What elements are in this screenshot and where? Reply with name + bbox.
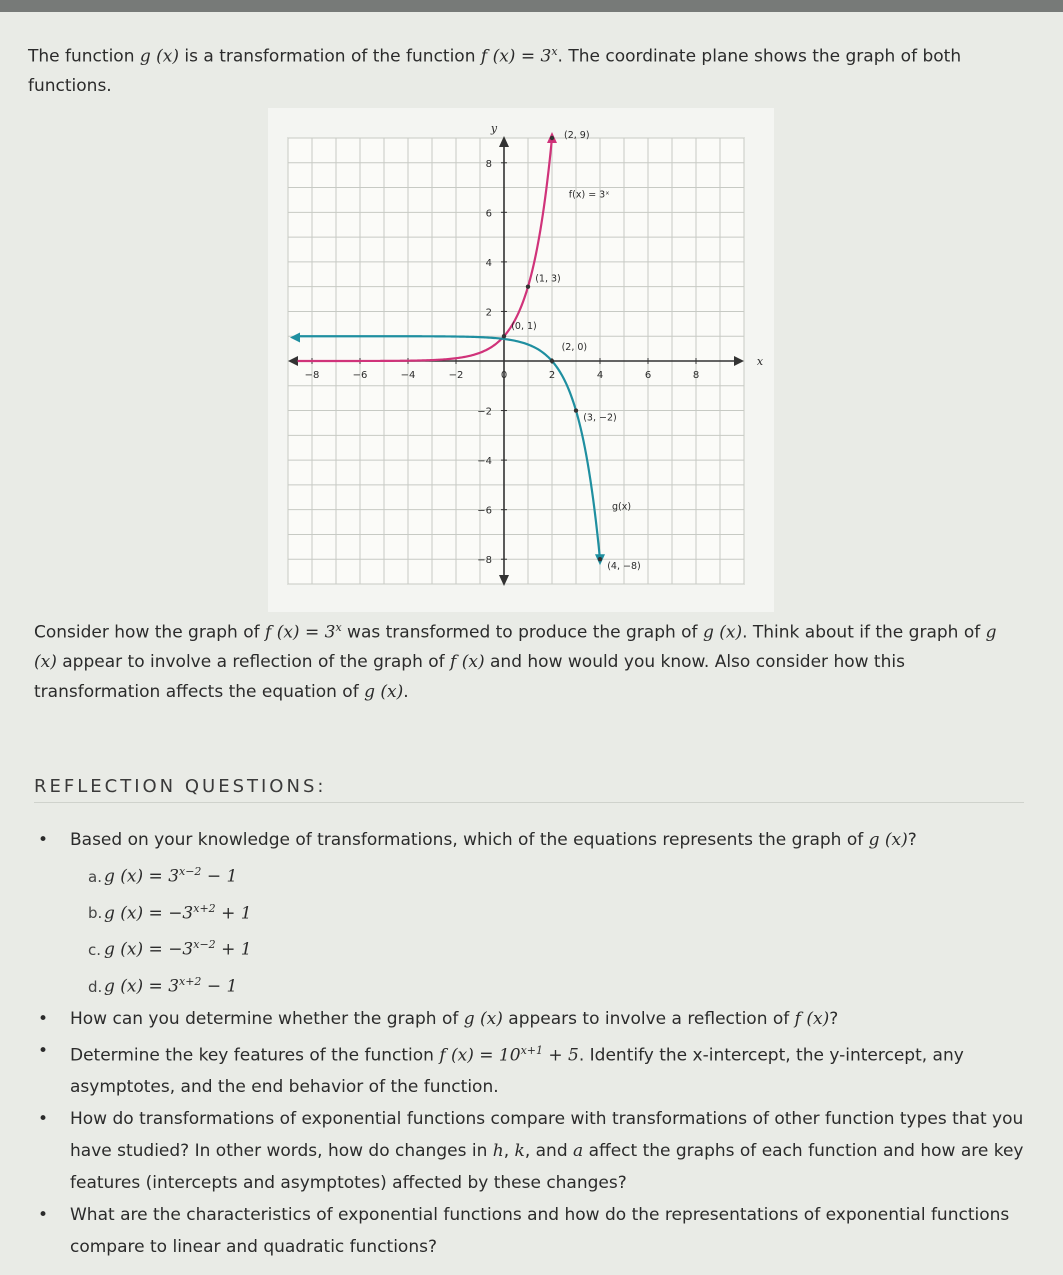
y-tick-label: 4 — [485, 257, 492, 269]
point-marker — [550, 136, 554, 140]
question-4-h: h — [492, 1141, 504, 1162]
choice-a[interactable] — [88, 856, 1044, 893]
consider-g-of-x: g (x) — [702, 622, 743, 643]
intro-f-of-x: f (x) = 3 — [480, 46, 552, 67]
x-tick-label: 8 — [692, 370, 700, 381]
consider-text-2: was transformed to produce the graph of — [341, 622, 703, 643]
intro-g-of-x: g (x) — [139, 46, 180, 67]
question-5 — [34, 1199, 1044, 1263]
question-3-constant: + 5 — [542, 1045, 579, 1066]
choice-exponent: x+2 — [193, 901, 216, 915]
point-label: (1, 3) — [535, 273, 561, 285]
top-edge-bar — [0, 0, 1063, 12]
x-axis-label: x — [756, 355, 764, 368]
question-1-text: Based on your knowledge of transformations, which of the equations represents the graph of — [70, 830, 869, 850]
series-label: g(x) — [612, 501, 632, 513]
point-label: (4, −8) — [607, 561, 641, 573]
consider-f-exponent: x — [335, 621, 342, 634]
question-1-end: ? — [907, 830, 917, 850]
coordinate-plane — [268, 108, 774, 612]
x-tick-label: −6 — [352, 370, 368, 381]
consider-f-of-x: f (x) = 3 — [265, 622, 336, 643]
x-tick-label: 2 — [548, 370, 556, 381]
question-4-separator-1: , — [503, 1141, 515, 1162]
consider-text-5: and how would you know. Also consider how this transformation affects the equation of — [34, 652, 905, 703]
intro-text-1: The function — [28, 46, 140, 67]
question-4-separator-2: , and — [524, 1141, 574, 1162]
graph-svg — [268, 108, 774, 612]
point-label: (2, 9) — [564, 130, 590, 141]
consider-text-6: . — [403, 682, 409, 703]
y-tick-label: 2 — [485, 307, 492, 319]
question-4-text-2: affect the graphs of each function and how are key features (intercepts and asymptotes) affected by these changes? — [70, 1141, 1024, 1194]
consider-f-of-x-2: f (x) — [450, 652, 485, 673]
y-tick-label: 6 — [485, 208, 492, 220]
question-3-text-2: . Identify the x-intercept, the y-intercept, any asymptotes, and the end behavior of the function. — [70, 1045, 964, 1098]
point-marker — [502, 334, 506, 338]
question-5-text: What are the characteristics of exponential functions and how do the representations of exponential functions compare to linear and quadratic functions? — [70, 1205, 1010, 1258]
choice-letter: a. — [88, 867, 102, 886]
question-2-text-2: appears to involve a reflection of — [502, 1008, 795, 1029]
question-2-f-of-x: f (x) — [794, 1008, 830, 1029]
consider-g-of-x-3: g (x) — [364, 682, 404, 703]
choice-constant: + 1 — [215, 939, 252, 960]
choice-letter: c. — [88, 940, 102, 959]
x-tick-label: −8 — [304, 370, 320, 381]
choice-b[interactable] — [88, 893, 1044, 930]
y-axis-label: y — [490, 122, 498, 135]
x-tick-label: 6 — [644, 370, 652, 381]
choice-equation: g (x) = 3 — [104, 866, 180, 887]
choice-letter: d. — [88, 977, 103, 996]
x-tick-label: 0 — [500, 370, 508, 381]
question-3-text-1: Determine the key features of the function — [70, 1045, 440, 1066]
choice-exponent: x−2 — [179, 865, 202, 878]
x-tick-label: −2 — [448, 370, 464, 381]
y-tick-label: −2 — [477, 406, 492, 418]
question-3-function: f (x) = 10 — [439, 1045, 521, 1066]
section-divider — [34, 802, 1024, 803]
x-tick-label: 4 — [596, 370, 604, 381]
question-4-k: k — [514, 1141, 525, 1162]
question-3 — [34, 1035, 1044, 1104]
y-tick-label: −6 — [477, 505, 492, 517]
y-tick-label: −4 — [477, 456, 492, 468]
point-label: (2, 0) — [561, 341, 588, 353]
point-label: (0, 1) — [511, 320, 537, 332]
choice-exponent: x−2 — [193, 938, 216, 952]
question-2 — [34, 1003, 1044, 1035]
x-tick-label: −4 — [400, 370, 416, 381]
question-2-g-of-x: g (x) — [463, 1008, 503, 1029]
point-marker — [550, 359, 554, 363]
y-tick-label: 8 — [485, 158, 492, 170]
question-4-text-1: How do transformations of exponential functions compare with transformations of other function types that you have studied? In other words, how do changes in — [70, 1109, 1024, 1162]
choice-equation: g (x) = −3 — [104, 903, 194, 924]
reflection-questions-heading: REFLECTION QUESTIONS: — [34, 776, 327, 797]
series-label: f(x) = 3ˣ — [568, 189, 610, 201]
choice-constant: + 1 — [215, 903, 252, 924]
intro-text-2: is a transformation of the function — [179, 46, 481, 67]
question-2-end: ? — [829, 1008, 839, 1029]
consider-g-of-x-2: g (x) — [34, 622, 997, 673]
point-marker — [598, 557, 602, 561]
choice-exponent: x+2 — [179, 974, 202, 988]
point-label: (3, −2) — [583, 412, 617, 424]
consider-text-1: Consider how the graph of — [34, 622, 266, 643]
choice-constant: − 1 — [201, 866, 238, 887]
intro-f-exponent: x — [551, 45, 558, 58]
consider-text-4: appear to involve a reflection of the graph of — [56, 652, 451, 673]
choice-letter: b. — [88, 904, 103, 923]
question-1 — [34, 824, 1044, 1003]
intro-paragraph — [28, 42, 1018, 102]
question-4-a: a — [573, 1141, 584, 1162]
question-1-g-of-x: g (x) — [868, 830, 908, 850]
y-tick-label: −8 — [477, 555, 492, 567]
intro-text-3: . The coordinate plane shows the graph of both functions. — [28, 46, 962, 97]
consider-paragraph — [34, 618, 1024, 708]
answer-choices — [70, 856, 1044, 1003]
consider-text-3: . Think about if the graph of — [742, 622, 986, 643]
choice-equation: g (x) = −3 — [104, 939, 194, 960]
reflection-question-list — [34, 824, 1044, 1263]
question-2-text-1: How can you determine whether the graph of — [70, 1008, 464, 1029]
question-3-exponent: x+1 — [520, 1043, 543, 1057]
point-marker — [526, 284, 530, 288]
question-4 — [34, 1103, 1044, 1199]
point-marker — [574, 408, 578, 412]
choice-constant: − 1 — [201, 976, 238, 997]
choice-d[interactable] — [88, 966, 1044, 1003]
choice-equation: g (x) = 3 — [104, 976, 180, 997]
choice-c[interactable] — [88, 929, 1044, 966]
